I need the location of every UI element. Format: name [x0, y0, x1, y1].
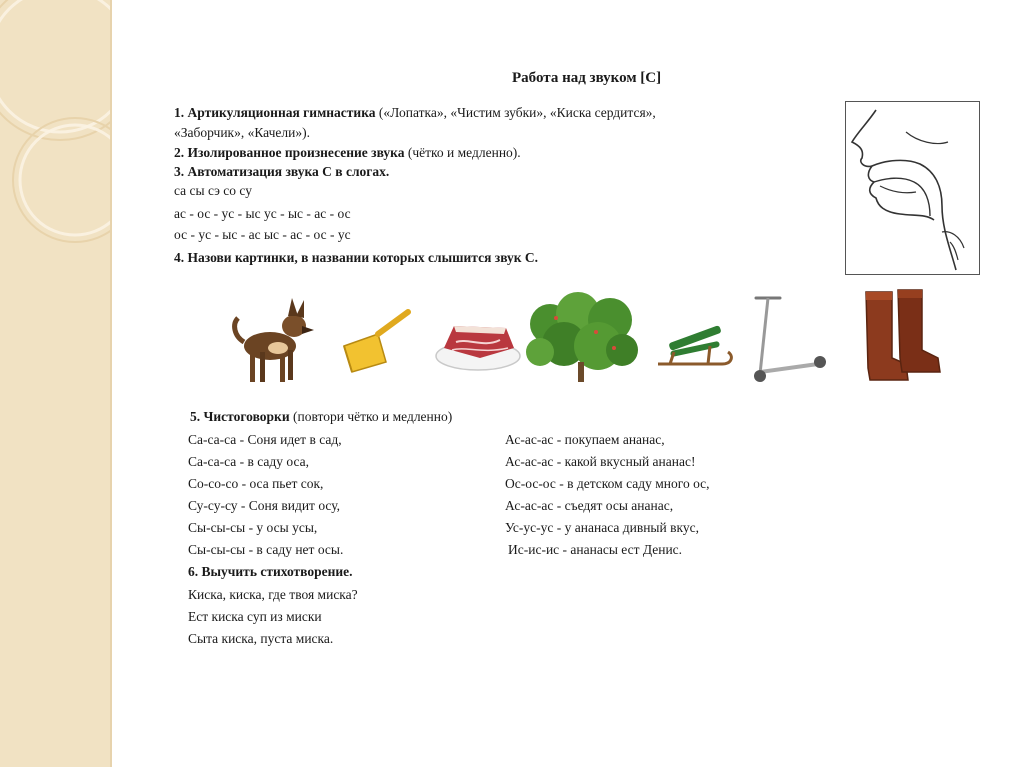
section-3-heading: 3. Автоматизация звука С в слогах.: [174, 164, 390, 179]
section-2-line: [174, 144, 521, 162]
meat-on-plate-picture: [434, 318, 522, 374]
tongue-twister-right: Ас-ас-ас - покупаем ананас,: [505, 432, 665, 447]
garden-bushes-picture: [526, 288, 640, 384]
section-5-text: (повтори чётко и медленно): [289, 409, 453, 424]
section-2-text: (чётко и медленно).: [404, 145, 521, 160]
tongue-twister-left: Су-су-су - Соня видит осу,: [188, 498, 340, 513]
tongue-twister-left: Са-са-са - в саду оса,: [188, 454, 310, 469]
tongue-twister-left: Сы-сы-сы - в саду нет осы.: [188, 542, 344, 557]
section-1-line-2: «Заборчик», «Качели»).: [174, 125, 311, 140]
mouth-profile-icon: [846, 102, 979, 274]
poem-line: Ест киска суп из миски: [188, 609, 322, 624]
tongue-twister-right: Ос-ос-ос - в детском саду много ос,: [505, 476, 710, 491]
scooter-picture: [748, 290, 832, 388]
syllable-line: ос - ус - ыс - ас ыс - ас - ос - ус: [174, 227, 351, 242]
decorative-circles: [0, 0, 112, 767]
boots-picture: [860, 288, 944, 390]
dog-picture: [230, 290, 314, 386]
poem-line: Сыта киска, пуста миска.: [188, 631, 334, 646]
sled-picture: [652, 312, 736, 374]
section-2-heading: 2. Изолированное произнесение звука: [174, 145, 405, 160]
section-1-text: («Лопатка», «Чистим зубки», «Киска сердится»,: [375, 105, 656, 120]
tongue-twister-right: Ас-ас-ас - съедят осы ананас,: [505, 498, 674, 513]
section-6-heading: 6. Выучить стихотворение.: [188, 564, 353, 579]
decorative-side-strip: [0, 0, 112, 767]
articulation-diagram: [845, 101, 980, 275]
worksheet-document: [112, 0, 1024, 767]
tongue-twister-left: Со-со-со - оса пьет сок,: [188, 476, 324, 491]
tongue-twister-right: Ус-ус-ус - у ананаса дивный вкус,: [505, 520, 699, 535]
tongue-twister-right: Ис-ис-ис - ананасы ест Денис.: [508, 542, 683, 557]
section-4-heading: 4. Назови картинки, в названии которых слышится звук С.: [174, 250, 539, 265]
section-5-heading: 5. Чистоговорки: [190, 409, 290, 424]
section-1-line-1: [174, 104, 656, 122]
section-5-heading-line: [190, 408, 452, 426]
dustpan-picture: [338, 306, 418, 376]
syllable-line: са сы сэ со су: [174, 183, 252, 198]
page-title: Работа над звуком [С]: [512, 70, 662, 86]
tongue-twister-right: Ас-ас-ас - какой вкусный ананас!: [505, 454, 696, 469]
tongue-twister-left: Сы-сы-сы - у осы усы,: [188, 520, 318, 535]
syllable-line: ас - ос - ус - ыс ус - ыс - ас - ос: [174, 206, 351, 221]
section-1-heading: 1. Артикуляционная гимнастика: [174, 105, 376, 120]
tongue-twister-left: Са-са-са - Соня идет в сад,: [188, 432, 342, 447]
poem-line: Киска, киска, где твоя миска?: [188, 587, 358, 602]
